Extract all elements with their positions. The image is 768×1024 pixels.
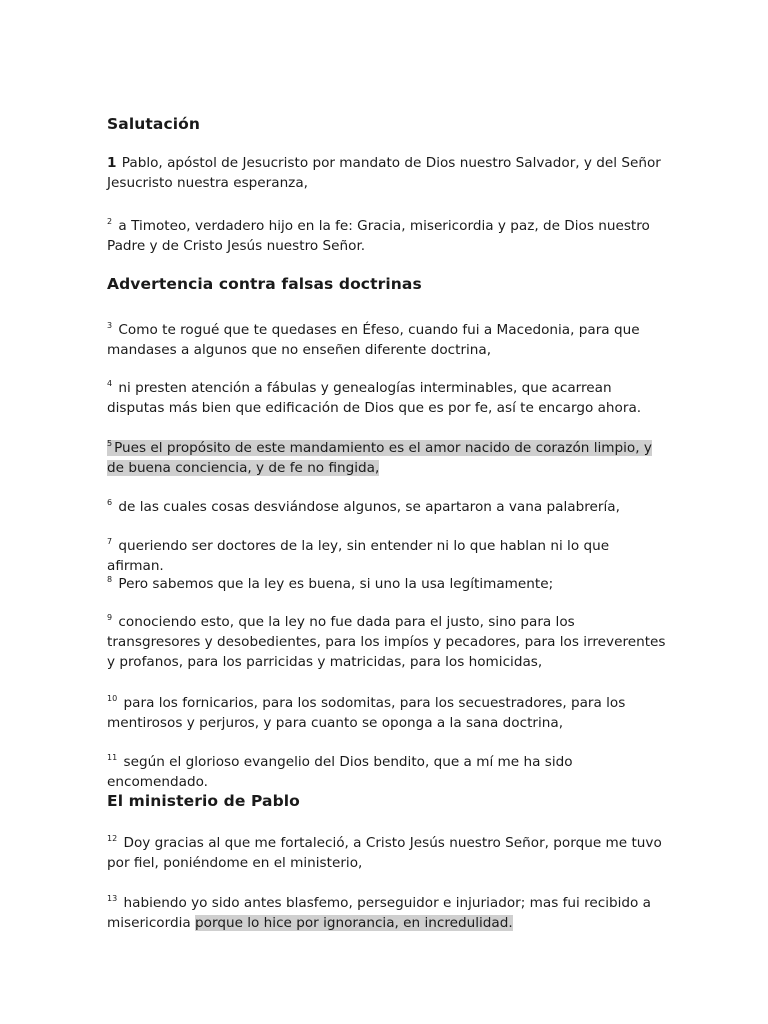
verse-6 <box>107 493 669 517</box>
verse-text: habiendo yo sido antes blasfemo, perseguidor e injuriador; mas fui recibido a misericordia <box>107 895 652 931</box>
heading-advertencia: Advertencia contra falsas doctrinas <box>107 275 422 293</box>
verse-text: ni presten atención a fábulas y genealogías interminables, que acarrean disputas más bien que edificación de Dios que es por fe, así te encargo ahora. <box>107 380 642 416</box>
verse-10 <box>107 689 669 733</box>
verse-text: Doy gracias al que me fortaleció, a Cristo Jesús nuestro Señor, porque me tuvo por fiel, poniéndome en el ministerio, <box>107 835 662 871</box>
verse-text: según el glorioso evangelio del Dios bendito, que a mí me ha sido encomendado. <box>107 754 573 790</box>
verse-number: 11 <box>107 753 118 762</box>
verse-number: 10 <box>107 694 118 703</box>
verse-text: conociendo esto, que la ley no fue dada para el justo, sino para los transgresores y desobedientes, para los impíos y pecadores, para los irreverentes y profanos, para los parricidas y matricidas, para los homicidas, <box>107 614 666 670</box>
verse-number: 6 <box>107 498 113 507</box>
verse-12 <box>107 829 669 873</box>
verse-number: 8 <box>107 575 113 584</box>
heading-salutacion: Salutación <box>107 115 201 133</box>
verse-text: Pero sabemos que la ley es buena, si uno la usa legítimamente; <box>118 576 554 592</box>
verse-number: 12 <box>107 834 118 843</box>
verse-9 <box>107 608 669 672</box>
verse-number: 1 <box>107 155 117 171</box>
verse-text: queriendo ser doctores de la ley, sin entender ni lo que hablan ni lo que afirman. <box>107 538 610 574</box>
verse-number: 5 <box>107 439 113 448</box>
verse-11 <box>107 748 669 792</box>
highlighted-passage <box>107 440 652 476</box>
verse-text: para los fornicarios, para los sodomitas, para los secuestradores, para los mentirosos y perjuros, y para cuanto se oponga a la sana doctrina, <box>107 695 626 731</box>
verse-text: Como te rogué que te quedases en Éfeso, cuando fui a Macedonia, para que mandases a algunos que no enseñen diferente doctrina, <box>107 322 640 358</box>
verse-8 <box>107 570 669 594</box>
verse-5 <box>107 434 669 478</box>
heading-ministerio: El ministerio de Pablo <box>107 792 300 810</box>
verse-number: 13 <box>107 894 118 903</box>
verse-1 <box>107 153 669 193</box>
verse-number: 4 <box>107 379 113 388</box>
verse-2 <box>107 212 669 256</box>
verse-number: 9 <box>107 613 113 622</box>
verse-number: 3 <box>107 321 113 330</box>
verse-text: de las cuales cosas desviándose algunos, se apartaron a vana palabrería, <box>118 499 620 515</box>
verse-text: a Timoteo, verdadero hijo en la fe: Gracia, misericordia y paz, de Dios nuestro Padre y de Cristo Jesús nuestro Señor. <box>107 218 650 254</box>
verse-number: 2 <box>107 217 113 226</box>
verse-text: Pues el propósito de este mandamiento es el amor nacido de corazón limpio, y de buena conciencia, y de fe no fingida, <box>107 440 652 476</box>
verse-4 <box>107 374 669 418</box>
verse-text: Pablo, apóstol de Jesucristo por mandato de Dios nuestro Salvador, y del Señor Jesucristo nuestra esperanza, <box>107 155 661 191</box>
verse-3 <box>107 316 669 360</box>
highlighted-passage: porque lo hice por ignorancia, en incredulidad. <box>195 915 513 931</box>
verse-13 <box>107 889 669 933</box>
verse-number: 7 <box>107 537 113 546</box>
